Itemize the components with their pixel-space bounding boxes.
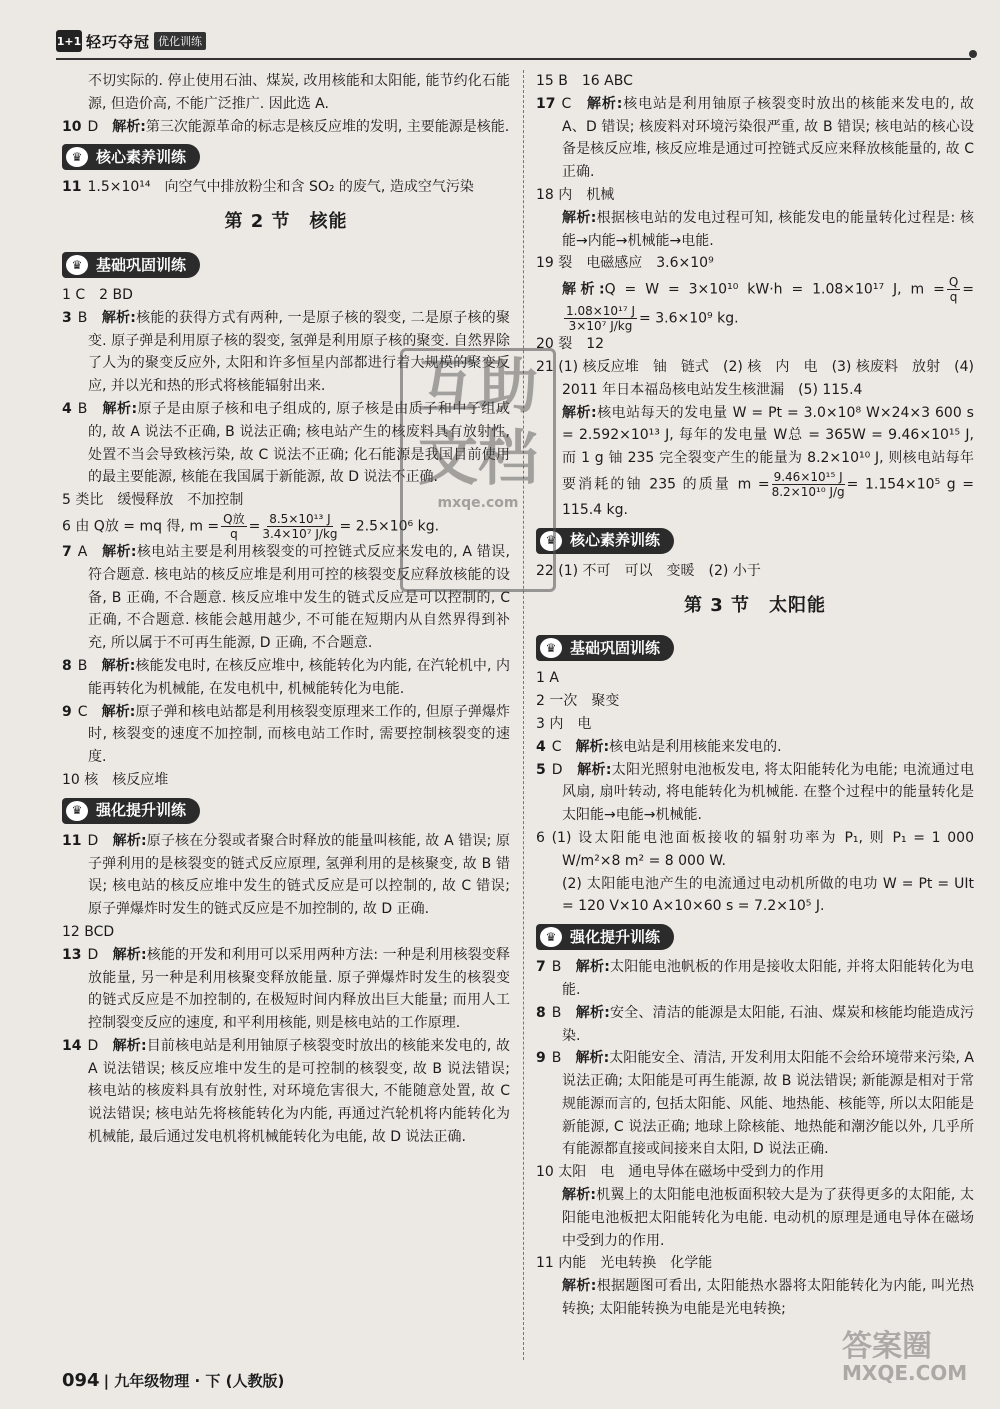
answer-21-explain: 解析:核电站每天的发电量 W = Pt = 3.0×10⁸ W×24×3 600 s = 2.592×10¹³ J, 每年的发电量 W总 = 365W = 9.46×10¹⁵ J, 而 1 g 铀 235 完全裂变产生的能量为 8.2×10¹⁰ J, 则核电站每年要消耗的铀 235 的质量 m = $\frac{\text{9.46×10¹⁵ J}}{\text{8.2×10¹⁰ J/g}}$ = 1.154×10⁵ g = 115.4 kg.: [562, 404, 975, 518]
section-banner-advanced-2: ♛ 强化提升训练: [536, 924, 674, 950]
answer-19-explain: 解析:Q = W = 3×10¹⁰ kW·h = 1.08×10¹⁷ J, m = $\frac{Q}{q}$ = $\frac{\text{1.08×10¹⁷ J}}{\text{3×10⁷ J/kg}}$ = 3.6×10⁹ kg.: [562, 275, 974, 334]
answer-10b: 10 核 核反应堆: [62, 771, 169, 788]
crown-icon: ♛: [66, 801, 88, 821]
stamp-text: 互助文档: [418, 352, 538, 494]
section-banner-core: ♛ 核心素养训练: [62, 144, 200, 170]
answer-8: 8 B 解析:核能发电时, 在核反应堆中, 核能转化为内能, 在汽轮机中, 内能再转化为机械能, 在发电机中, 机械能转化为电能.: [62, 657, 510, 697]
stamp-site: mxqe.com: [437, 495, 519, 511]
crown-icon: ♛: [540, 531, 562, 551]
fraction: $\frac{\text{8.5×10¹³ J}}{\text{3.4×10⁷ J/kg}}$: [262, 511, 338, 541]
solar-answer-10: 10 太阳 电 通电导体在磁场中受到力的作用: [536, 1164, 825, 1181]
answer-18-explain: 解析:根据核电站的发电过程可知, 核能发电的能量转化过程是: 核能→内能→机械能→电能.: [562, 209, 974, 249]
page-footer: 094 | 九年级物理 · 下 (人教版): [62, 1370, 285, 1391]
solar-answer-8: 8 B 解析:安全、清洁的能源是太阳能, 石油、煤炭和核能均能造成污染.: [536, 1004, 975, 1044]
answer-15-16: 15 B 16 ABC: [536, 73, 633, 89]
answer-5: 5 类比 缓慢释放 不加控制: [62, 492, 244, 509]
brand-subtitle: 优化训练: [154, 32, 206, 50]
answer-1-2: 1 C 2 BD: [62, 286, 133, 303]
fraction: $\frac{\text{Q放}}{q}$: [223, 511, 245, 541]
answer-10: 10 D 解析:第三次能源革命的标志是核反应堆的发明, 主要能源是核能.: [62, 118, 510, 135]
watermark-line-1: 答案圈: [842, 1329, 932, 1364]
solar-answer-4: 4 C 解析:核电站是利用核能来发电的.: [536, 738, 782, 755]
solar-answer-11: 11 内能 光电转换 化学能: [536, 1255, 713, 1272]
solar-answer-1: 1 A: [536, 670, 559, 687]
brand-title: 轻巧夺冠: [86, 32, 151, 51]
answer-continuation: 不切实际的. 停止使用石油、煤炭, 改用核能和太阳能, 能节约化石能源, 但造价高, 不能广泛推广. 因此选 A.: [88, 73, 510, 112]
corner-watermark: [842, 1329, 968, 1385]
header-rule-end-icon: [969, 50, 977, 58]
answer-9: 9 C 解析:原子弹和核电站都是利用核裂变原理来工作的, 但原子弹爆炸时, 核裂变的速度不加控制, 而核电站工作时, 需要控制核裂变的速度.: [62, 703, 511, 766]
answer-3: 3 B 解析:核能的获得方式有两种, 一是原子核的裂变, 二是原子核的聚变. 原子弹是利用原子核的裂变, 氢弹是利用原子核的聚变. 自然界除了人为的聚变反应外, 太阳和许多恒星内部都进行着大规模的聚变反应, 并以光和热的形式将核能辐射出来.: [62, 309, 510, 395]
watermark-line-2: MXQE.COM: [842, 1361, 968, 1385]
footer-book-title: 九年级物理 · 下 (人教版): [114, 1372, 285, 1390]
answer-11b: 11 D 解析:原子核在分裂或者聚合时释放的能量叫核能, 故 A 错误; 原子弹利用的是核裂变的链式反应原理, 氢弹利用的是核聚变, 故 B 错误; 核电站的核反应堆中发生的链式反应是可以控制的, 故 C 错误; 原子弹爆炸时发生的链式反应是不加控制的, 故 D 正确.: [62, 832, 511, 918]
left-column: [62, 70, 510, 1149]
solar-answer-5: 5 D 解析:太阳光照射电池板发电, 将太阳能转化为电能; 电流通过电风扇, 扇叶转动, 将电能转化为机械能. 在整个过程中的能量转化是太阳能→电能→机械能.: [536, 761, 974, 824]
brand-mark-icon: 1+1: [56, 30, 82, 52]
solar-answer-7: 7 B 解析:太阳能电池帆板的作用是接收太阳能, 并将太阳能转化为电能.: [536, 959, 975, 998]
crown-icon: ♛: [540, 927, 562, 947]
solar-answer-11-explain: 解析:根据题图可看出, 太阳能热水器将太阳能转化为内能, 叫光热转换; 太阳能转换为电能是光电转换;: [562, 1278, 974, 1318]
answer-17: 17 C 解析:核电站是利用铀原子核裂变时放出的核能来发电的, 故 A、D 错误; 核废料对环境污染很严重, 故 B 错误; 核电站的核心设备是核反应堆, 核反应堆是通过可控链式反应来释放核能量的, 故 C 正确.: [536, 95, 975, 181]
fraction: $\frac{\text{9.46×10¹⁵ J}}{\text{8.2×10¹⁰ J/g}}$: [771, 469, 845, 499]
crown-icon: ♛: [66, 255, 88, 275]
solar-answer-10-explain: 解析:机翼上的太阳能电池板面积较大是为了获得更多的太阳能, 太阳能电池板把太阳能转化为电能. 电动机的原理是通电导体在磁场中受到力的作用.: [562, 1187, 974, 1249]
section-banner-basic: ♛ 基础巩固训练: [62, 252, 200, 278]
fraction: $\frac{\text{1.08×10¹⁷ J}}{\text{3×10⁷ J/kg}}$: [566, 304, 636, 334]
solar-answer-6a: 6 (1) 设太阳能电池面板接收的辐射功率为 P₁, 则 P₁ = 1 000 W/m²×8 m² = 8 000 W.: [536, 829, 974, 869]
answer-7: 7 A 解析:核电站主要是利用核裂变的可控链式反应来发电的, A 错误, 符合题意. 核电站的核反应堆是利用可控的核裂变反应释放核能的设备, B 正确, 不合题意. 核反应堆中发生的链式反应是可以控制的, C 正确, 不合题意. 核能会越用越少, 不可能在短期内从自然界得到补充, 所以属于不可再生能源, D 正确, 不合题意.: [62, 543, 510, 652]
answer-20: 20 裂 12: [536, 336, 605, 353]
solar-answer-2: 2 一次 聚变: [536, 693, 620, 710]
page-number: 094: [62, 1370, 100, 1391]
answer-6: 6 由 Q放 = mq 得, m = $\frac{\text{Q放}}{q}$ = $\frac{\text{8.5×10¹³ J}}{\text{3.4×10⁷ J/kg}}$ = 2.5×10⁶ kg.: [62, 511, 440, 541]
answer-4: 4 B 解析:原子是由原子核和电子组成的, 原子核是由质子和中子组成的, 故 A 说法不正确, B 说法正确; 核电站产生的核废料具有放射性, 处置不当会导致核污染, 故 C 说法不正确; 化石能源是我国目前使用的最主要能源, 核能在我国属于新能源, 故 D 说法不正确.: [62, 400, 510, 486]
fraction: $\frac{Q}{q}$: [948, 275, 959, 305]
answer-18: 18 内 机械: [536, 186, 615, 203]
section-title-solar: 第 3 节 太阳能: [683, 594, 827, 616]
column-divider: [523, 70, 525, 1360]
section-banner-basic-2: ♛ 基础巩固训练: [536, 635, 674, 661]
answer-22: 22 (1) 不可 可以 变暖 (2) 小于: [536, 562, 761, 579]
solar-answer-9: 9 B 解析:太阳能安全、清洁, 开发利用太阳能不会给环境带来污染, A 说法正确; 太阳能是可再生能源, 故 B 说法错误; 新能源是相对于常规能源而言的, 包括太阳能、风能、地热能、核能等, 所以太阳能是新能源, C 说法正确; 地球上除核能、地热能和潮汐能以外, 几乎所有能源都直接或间接来自太阳, D 说法正确.: [536, 1050, 974, 1158]
answer-11: 11 1.5×10¹⁴ 向空气中排放粉尘和含 SO₂ 的废气, 造成空气污染: [62, 179, 474, 196]
section-banner-core-2: ♛ 核心素养训练: [536, 528, 674, 554]
page-header: [56, 26, 971, 60]
answer-13: 13 D 解析:核能的开发和利用可以采用两种方法: 一种是利用核裂变释放能量, 另一种是利用核聚变释放能量. 原子弹爆炸时发生的核裂变的链式反应是不加控制的, 在极短时间内释放出巨大能量; 而用人工控制裂变反应的速度, 和平利用核能, 则是核电站的工作原理.: [62, 946, 511, 1032]
solar-answer-6b: (2) 太阳能电池产生的电流通过电动机所做的电功 W = Pt = UIt = 120 V×10 A×10×60 s = 7.2×10⁵ J.: [562, 875, 974, 915]
answer-12: 12 BCD: [62, 923, 115, 940]
answer-21: 21 (1) 核反应堆 铀 链式 (2) 核 内 电 (3) 核废料 放射 (4) 2011 年日本福岛核电站发生核泄漏 (5) 115.4: [536, 358, 974, 398]
answer-14: 14 D 解析:目前核电站是利用铀原子核裂变时放出的核能来发电的, 故 A 说法错误; 核反应堆中发生的是可控制的核裂变, 故 B 说法错误; 核电站的核废料具有放射性, 对环境危害很大, 不能随意处置, 故 C 说法错误; 核电站先将核能转化为内能, 再通过汽轮机将内能转化为机械能, 最后通过发电机将机械能转化为电能, 故 D 说法正确.: [62, 1037, 510, 1146]
answer-19: 19 裂 电磁感应 3.6×10⁹: [536, 255, 714, 272]
crown-icon: ♛: [540, 638, 562, 658]
right-column: [536, 70, 974, 1321]
section-banner-advanced: ♛ 强化提升训练: [62, 798, 200, 824]
brand-logo: [56, 30, 206, 52]
section-title-nuclear: 第 2 节 核能: [224, 211, 348, 233]
solar-answer-3: 3 内 电: [536, 715, 592, 732]
crown-icon: ♛: [66, 147, 88, 167]
